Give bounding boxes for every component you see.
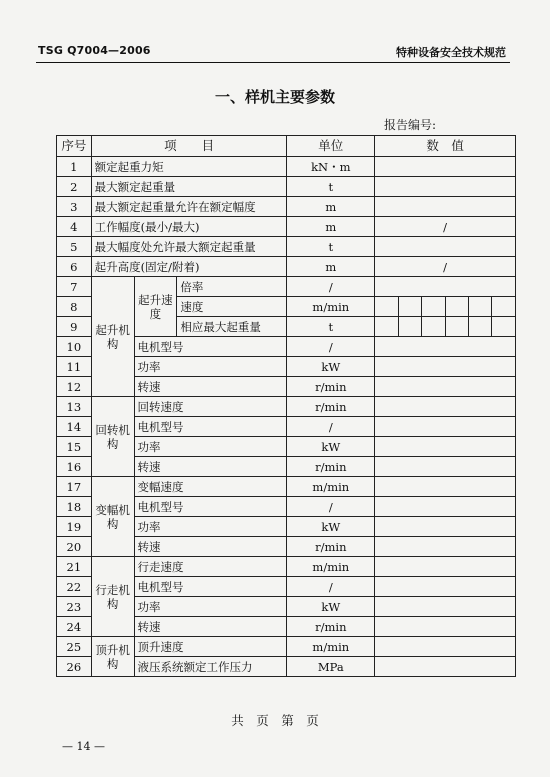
table-row: [57, 277, 516, 297]
row-unit: kW: [287, 437, 375, 457]
value-cell: [398, 297, 421, 317]
row-unit: kW: [287, 597, 375, 617]
row-item: 功率: [134, 597, 287, 617]
header-seq: 序号: [57, 136, 92, 157]
value-cell: [422, 297, 445, 317]
row-value: [375, 437, 516, 457]
row-value: [375, 597, 516, 617]
row-seq: 3: [57, 197, 92, 217]
row-unit: /: [287, 417, 375, 437]
row-item: 工作幅度(最小/最大): [91, 217, 287, 237]
table-row: [57, 637, 516, 657]
row-seq: 19: [57, 517, 92, 537]
row-value: [375, 397, 516, 417]
row-unit: r/min: [287, 377, 375, 397]
row-item: 电机型号: [134, 497, 287, 517]
row-value: [375, 337, 516, 357]
row-item: 倍率: [177, 277, 287, 297]
row-seq: 9: [57, 317, 92, 337]
table-row: [57, 197, 516, 217]
row-unit: m/min: [287, 637, 375, 657]
row-unit: m/min: [287, 477, 375, 497]
table-row: [57, 257, 516, 277]
row-seq: 17: [57, 477, 92, 497]
row-value: [375, 417, 516, 437]
value-cell: [375, 297, 398, 317]
group-hoist: 起升机构: [91, 277, 134, 397]
row-item: 功率: [134, 357, 287, 377]
row-seq: 15: [57, 437, 92, 457]
row-value: [375, 357, 516, 377]
row-unit: kW: [287, 357, 375, 377]
report-number-label: 报告编号:: [384, 118, 437, 132]
row-seq: 24: [57, 617, 92, 637]
group-travel: 行走机构: [91, 557, 134, 637]
row-seq: 26: [57, 657, 92, 677]
row-seq: 22: [57, 577, 92, 597]
row-unit: MPa: [287, 657, 375, 677]
row-item: 转速: [134, 537, 287, 557]
row-item: 转速: [134, 617, 287, 637]
row-item: 相应最大起重量: [177, 317, 287, 337]
row-item: 电机型号: [134, 337, 287, 357]
row-unit: m/min: [287, 297, 375, 317]
row-seq: 16: [57, 457, 92, 477]
row-unit: m/min: [287, 557, 375, 577]
table-row: [57, 237, 516, 257]
header-value: 数 值: [375, 136, 516, 157]
row-seq: 23: [57, 597, 92, 617]
row-item: 行走速度: [134, 557, 287, 577]
row-unit: kW: [287, 517, 375, 537]
row-unit: /: [287, 577, 375, 597]
row-seq: 20: [57, 537, 92, 557]
row-value: [375, 197, 516, 217]
row-seq: 11: [57, 357, 92, 377]
row-seq: 4: [57, 217, 92, 237]
row-value: [375, 537, 516, 557]
row-item: 转速: [134, 457, 287, 477]
header-item: 项 目: [91, 136, 287, 157]
row-unit: kN・m: [287, 157, 375, 177]
row-value: [375, 497, 516, 517]
row-item: 最大额定起重量: [91, 177, 287, 197]
table-row: [57, 557, 516, 577]
table-row: [57, 157, 516, 177]
row-item: 最大额定起重量允许在额定幅度: [91, 197, 287, 217]
row-value: [375, 617, 516, 637]
row-unit: r/min: [287, 617, 375, 637]
row-item: 液压系统额定工作压力: [134, 657, 287, 677]
header-rule: [36, 62, 510, 63]
row-seq: 6: [57, 257, 92, 277]
row-value: [375, 237, 516, 257]
row-item: 速度: [177, 297, 287, 317]
table-row: [57, 477, 516, 497]
header-unit: 单位: [287, 136, 375, 157]
row-unit: m: [287, 257, 375, 277]
row-unit: m: [287, 217, 375, 237]
row-value: [375, 177, 516, 197]
row-value: [375, 637, 516, 657]
row-value: [375, 657, 516, 677]
row-seq: 7: [57, 277, 92, 297]
row-item: 功率: [134, 517, 287, 537]
row-value: [375, 557, 516, 577]
value-cell: [398, 317, 421, 337]
row-item: 顶升速度: [134, 637, 287, 657]
value-cell: [492, 297, 516, 317]
row-seq: 14: [57, 417, 92, 437]
row-seq: 12: [57, 377, 92, 397]
row-unit: r/min: [287, 457, 375, 477]
row-seq: 13: [57, 397, 92, 417]
row-item: 电机型号: [134, 417, 287, 437]
row-seq: 10: [57, 337, 92, 357]
group-hoist-speed: 起升速度: [134, 277, 177, 337]
row-item: 功率: [134, 437, 287, 457]
row-value: [375, 377, 516, 397]
group-climb: 顶升机构: [91, 637, 134, 677]
row-seq: 1: [57, 157, 92, 177]
page-number: — 14 —: [62, 740, 105, 753]
row-value: /: [375, 217, 516, 237]
parameter-table: [56, 135, 516, 677]
row-item: 电机型号: [134, 577, 287, 597]
row-value: [375, 277, 516, 297]
table-row: [57, 217, 516, 237]
row-value: [375, 477, 516, 497]
table-header-row: [57, 136, 516, 157]
group-slew: 回转机构: [91, 397, 134, 477]
row-seq: 8: [57, 297, 92, 317]
row-unit: /: [287, 277, 375, 297]
group-luff: 变幅机构: [91, 477, 134, 557]
value-cell: [492, 317, 516, 337]
row-unit: t: [287, 177, 375, 197]
value-cell: [445, 297, 468, 317]
row-unit: t: [287, 237, 375, 257]
row-unit: r/min: [287, 537, 375, 557]
row-item: 转速: [134, 377, 287, 397]
row-seq: 25: [57, 637, 92, 657]
row-value: [375, 577, 516, 597]
row-unit: m: [287, 197, 375, 217]
row-value: [375, 517, 516, 537]
value-cell: [445, 317, 468, 337]
row-seq: 5: [57, 237, 92, 257]
row-seq: 18: [57, 497, 92, 517]
value-cell: [422, 317, 445, 337]
row-seq: 21: [57, 557, 92, 577]
row-value: [375, 457, 516, 477]
page-title: 一、样机主要参数: [214, 88, 335, 106]
row-item: 变幅速度: [134, 477, 287, 497]
standard-code: TSG Q7004—2006: [38, 44, 151, 57]
row-unit: t: [287, 317, 375, 337]
row-item: 最大幅度处允许最大额定起重量: [91, 237, 287, 257]
value-cell: [375, 317, 398, 337]
row-item: 额定起重力矩: [91, 157, 287, 177]
standard-series: 特种设备安全技术规范: [396, 46, 506, 59]
row-seq: 2: [57, 177, 92, 197]
value-cell: [468, 297, 491, 317]
row-item: 回转速度: [134, 397, 287, 417]
row-value: /: [375, 257, 516, 277]
table-row: [57, 397, 516, 417]
row-value: [375, 157, 516, 177]
value-cell: [468, 317, 491, 337]
row-unit: /: [287, 337, 375, 357]
page-footer: 共 页 第 页: [231, 713, 319, 728]
row-unit: r/min: [287, 397, 375, 417]
table-row: [57, 177, 516, 197]
row-item: 起升高度(固定/附着): [91, 257, 287, 277]
row-unit: /: [287, 497, 375, 517]
